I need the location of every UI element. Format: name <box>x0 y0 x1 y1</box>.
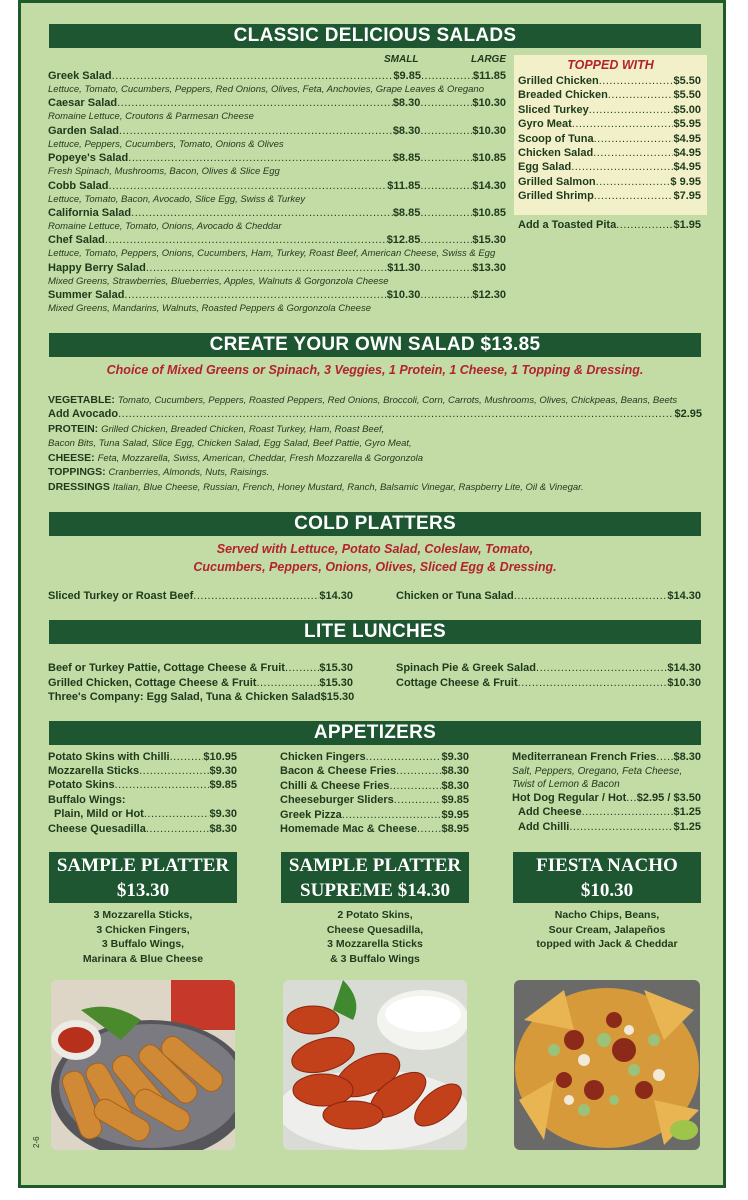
topping-price: $4.95 <box>673 132 701 145</box>
sample-platter-box <box>49 852 237 903</box>
topping-row <box>518 89 701 102</box>
salad-large-price: $13.30 <box>472 261 506 274</box>
salad-name: California Salad <box>48 207 132 219</box>
salad-small-price: $8.30 <box>392 97 421 110</box>
lite-item-name: Beef or Turkey Pattie, Cottage Cheese & Fruit <box>48 662 285 674</box>
platter-desc-line: Sour Cream, Jalapeños <box>548 923 666 936</box>
salad-name: Cobb Salad <box>48 179 109 192</box>
appetizer-row <box>280 823 469 836</box>
buffalo-wings-photo <box>283 980 467 1150</box>
mozzarella-sticks-photo <box>51 980 235 1150</box>
topping-name: Grilled Chicken <box>518 75 599 87</box>
salad-desc: Mixed Greens, Strawberries, Blueberries, Apples, Walnuts & Gorgonzola Cheese <box>48 275 389 287</box>
veg-line <box>48 394 677 406</box>
salad-name: Happy Berry Salad <box>48 261 146 274</box>
topping-price: $5.50 <box>673 89 701 102</box>
hotdog-name: Hot Dog Regular / Hot <box>512 792 627 804</box>
appetizer-row <box>280 751 469 764</box>
topping-name: Scoop of Tuna <box>518 132 594 145</box>
salad-large-price: $10.85 <box>472 207 506 219</box>
add-chilli-name: Add Chilli <box>518 821 570 833</box>
med-fries-desc-2: Twist of Lemon & Bacon <box>512 779 620 790</box>
toppings-label: TOPPINGS: <box>48 466 106 478</box>
pita-price: $1.95 <box>673 219 701 231</box>
platter-title: SAMPLE PLATTER <box>56 855 230 876</box>
lite-item <box>48 677 353 690</box>
salad-desc: Lettuce, Peppers, Cucumbers, Tomato, Onions & Olives <box>48 138 284 150</box>
appetizer-name: Bacon & Cheese Fries <box>280 765 397 778</box>
topping-name: Grilled Salmon <box>518 175 596 188</box>
appetizer-name: Potato Skins with Chilli <box>48 751 170 763</box>
salad-large-price: $11.85 <box>472 70 506 82</box>
salad-large-price: $12.30 <box>472 289 506 302</box>
platter-desc-line: 2 Potato Skins, <box>337 909 413 921</box>
sample-platter-desc <box>49 908 237 966</box>
appetizer-row <box>280 809 469 822</box>
topping-name: Egg Salad <box>518 161 572 174</box>
appetizer-row <box>280 780 469 793</box>
salad-name: Popeye's Salad <box>48 152 129 165</box>
salad-desc: Fresh Spinach, Mushrooms, Bacon, Olives & Slice Egg <box>48 166 280 178</box>
lite-lunches-banner: LITE LUNCHES <box>49 620 701 644</box>
salad-large-price: $10.30 <box>472 124 506 137</box>
salad-large-price: $10.85 <box>472 152 506 165</box>
salad-row <box>48 234 506 247</box>
veg-label: VEGETABLE: <box>48 394 115 406</box>
cold-item <box>48 590 353 603</box>
topping-price: $4.95 <box>673 161 701 174</box>
lite-item-price: $15.30 <box>319 662 353 674</box>
topping-row <box>518 147 701 160</box>
salad-small-price: $11.85 <box>387 179 421 192</box>
appetizer-name: Mozzarella Sticks <box>48 765 140 777</box>
salad-row <box>48 97 506 110</box>
appetizer-row <box>48 823 237 836</box>
cold-item-price: $14.30 <box>319 590 353 602</box>
lite-item-name: Grilled Chicken, Cottage Cheese & Fruit <box>48 677 257 689</box>
lite-item-price: $15.30 <box>320 691 355 703</box>
appetizer-price: $10.95 <box>203 751 237 763</box>
appetizer-name: Potato Skins <box>48 779 115 791</box>
cheese-line <box>48 452 423 464</box>
topped-with-title: TOPPED WITH <box>567 58 654 72</box>
salad-large-price: $10.30 <box>472 97 506 110</box>
topping-price: $7.95 <box>673 190 701 203</box>
dressings-line <box>48 481 584 493</box>
salad-desc: Mixed Greens, Mandarins, Walnuts, Roasted Peppers & Gorgonzola Cheese <box>48 303 371 315</box>
platter-price: $10.30 <box>580 880 634 901</box>
appetizer-name: Chilli & Cheese Fries <box>280 779 390 792</box>
appetizer-heading: Buffalo Wings: <box>48 794 126 806</box>
topping-row <box>518 161 701 174</box>
add-chilli-row <box>518 821 701 834</box>
appetizer-name: Plain, Mild or Hot <box>54 808 144 820</box>
topping-row <box>518 176 701 189</box>
topping-name: Chicken Salad <box>518 147 594 159</box>
lite-item-name: Three's Company: Egg Salad, Tuna & Chicken Salad <box>48 691 321 703</box>
menu-page <box>18 0 726 1188</box>
cold-item <box>396 590 701 603</box>
appetizer-name: Greek Pizza <box>280 808 342 821</box>
hotdog-price: $2.95 / $3.50 <box>636 792 701 804</box>
topping-name: Sliced Turkey <box>518 103 589 116</box>
dressings-label: DRESSINGS <box>48 481 110 493</box>
cold-subtitle-2: Cucumbers, Peppers, Onions, Olives, Sliced Egg & Dressing. <box>193 560 557 574</box>
topping-price: $4.95 <box>673 147 701 159</box>
platter-desc-line: topped with Jack & Cheddar <box>536 938 678 950</box>
salad-name: Garden Salad <box>48 124 119 137</box>
appetizer-row <box>54 808 237 821</box>
salad-name: Chef Salad <box>48 234 105 247</box>
pita-name: Add a Toasted Pita <box>518 219 617 231</box>
protein-line <box>48 423 384 435</box>
salad-name: Greek Salad <box>48 70 112 82</box>
salad-large-price: $14.30 <box>472 179 506 192</box>
veg-text: Tomato, Cucumbers, Peppers, Roasted Peppers, Red Onions, Broccoli, Corn, Carrots, Mushrooms, Olives, Chickpeas, Beans, Beets <box>117 395 678 406</box>
salad-name: Summer Salad <box>48 289 125 302</box>
page-code: 2-6 <box>32 1136 41 1148</box>
platter-title: SAMPLE PLATTER <box>288 855 462 876</box>
add-cheese-price: $1.25 <box>673 806 701 818</box>
platter-desc-line: 3 Chicken Fingers, <box>96 923 190 936</box>
sample-platter-supreme-box <box>281 852 469 903</box>
topping-price: $5.50 <box>673 75 701 87</box>
topping-name: Grilled Shrimp <box>518 190 594 203</box>
topping-price: $5.00 <box>673 103 701 116</box>
salad-row <box>48 125 506 138</box>
appetizer-row <box>280 794 469 807</box>
topping-row <box>518 118 701 131</box>
platter-desc-line: Nacho Chips, Beans, <box>554 909 660 921</box>
pita-row <box>518 219 701 232</box>
appetizer-price: $8.30 <box>441 765 469 778</box>
appetizer-price: $8.30 <box>441 779 469 792</box>
salad-desc: Romaine Lettuce, Tomato, Onions, Avocado & Cheddar <box>48 221 282 232</box>
topping-name: Gyro Meat <box>518 118 572 131</box>
appetizer-price: $9.30 <box>209 765 237 777</box>
add-cheese-row <box>518 806 701 819</box>
protein-label: PROTEIN: <box>48 423 99 435</box>
med-fries-price: $8.30 <box>673 751 701 763</box>
lite-item-name: Spinach Pie & Greek Salad <box>396 662 537 674</box>
appetizer-price: $9.95 <box>441 808 469 821</box>
salad-desc: Lettuce, Tomato, Peppers, Onions, Cucumbers, Ham, Turkey, Roast Beef, American Cheese, Swiss & Egg <box>48 248 496 260</box>
create-subtitle: Choice of Mixed Greens or Spinach, 3 Veggies, 1 Protein, 1 Cheese, 1 Topping & Dressing. <box>106 363 644 377</box>
salad-small-price: $10.30 <box>386 289 421 302</box>
salad-row <box>48 207 506 220</box>
salad-small-price: $8.85 <box>392 152 421 165</box>
med-fries-row <box>512 751 701 764</box>
hotdog-row <box>512 792 701 805</box>
salad-desc: Lettuce, Tomato, Cucumbers, Peppers, Red Onions, Olives, Feta, Anchovies, Grape Leaves & Oregano <box>48 84 484 95</box>
salad-desc: Lettuce, Tomato, Bacon, Avocado, Slice Egg, Swiss & Turkey <box>48 193 306 205</box>
appetizer-name: Homemade Mac & Cheese <box>280 823 417 835</box>
protein-text-1: Grilled Chicken, Breaded Chicken, Roast Turkey, Ham, Roast Beef, <box>101 424 385 435</box>
fiesta-nacho-desc <box>513 908 701 952</box>
large-header: LARGE <box>471 54 506 65</box>
salad-row <box>48 152 506 165</box>
cold-subtitle-1: Served with Lettuce, Potato Salad, Coleslaw, Tomato, <box>216 542 534 556</box>
appetizer-price: $9.85 <box>209 779 237 791</box>
small-header: SMALL <box>384 54 419 65</box>
appetizer-price: $9.30 <box>441 751 469 763</box>
topping-name: Breaded Chicken <box>518 89 608 102</box>
salad-large-price: $15.30 <box>472 234 506 247</box>
lite-item <box>48 662 353 675</box>
avocado-row <box>48 408 702 421</box>
sample-platter-supreme-desc <box>281 908 469 966</box>
salad-row <box>48 70 506 83</box>
appetizers-banner: APPETIZERS <box>49 721 701 745</box>
appetizer-row <box>48 779 237 792</box>
add-cheese-name: Add Cheese <box>518 806 582 818</box>
topping-row <box>518 75 701 88</box>
platter-desc-line: 3 Mozzarella Sticks, <box>93 909 193 921</box>
med-fries-desc-1: Salt, Peppers, Oregano, Feta Cheese, <box>512 766 683 777</box>
fiesta-nacho-photo <box>514 980 700 1150</box>
topping-row <box>518 133 701 146</box>
toppings-text: Cranberries, Almonds, Nuts, Raisings. <box>108 467 270 478</box>
salad-row <box>48 262 506 275</box>
platter-desc-line: 3 Buffalo Wings, <box>101 938 185 950</box>
lite-item <box>48 691 353 704</box>
avocado-price: $2.95 <box>674 408 702 420</box>
salad-small-price: $12.85 <box>386 234 421 247</box>
salad-desc: Romaine Lettuce, Croutons & Parmesan Cheese <box>48 111 254 123</box>
appetizer-row <box>280 765 469 778</box>
lite-item <box>396 662 701 675</box>
salad-small-price: $8.30 <box>392 124 421 137</box>
dressings-text: Italian, Blue Cheese, Russian, French, Honey Mustard, Ranch, Balsamic Vinegar, Raspberry Lite, Oil & Vinegar. <box>112 482 584 493</box>
topped-with-box <box>514 55 707 215</box>
lite-item <box>396 677 701 690</box>
platter-price: SUPREME $14.30 <box>300 880 450 901</box>
appetizer-price: $9.85 <box>441 794 469 807</box>
lite-item-price: $14.30 <box>667 662 701 674</box>
cold-item-price: $14.30 <box>667 590 701 602</box>
platter-price: $13.30 <box>116 880 170 901</box>
cold-item-name: Sliced Turkey or Roast Beef <box>48 590 194 602</box>
appetizer-name: Cheeseburger Sliders <box>280 794 394 807</box>
topping-price: $5.95 <box>673 118 701 131</box>
appetizer-row <box>48 751 237 764</box>
salad-small-price: $11.30 <box>387 261 421 274</box>
avocado-name: Add Avocado <box>48 408 119 420</box>
appetizer-price: $8.95 <box>441 823 469 835</box>
salad-small-price: $9.85 <box>393 70 421 82</box>
platter-desc-line: Cheese Quesadilla, <box>326 923 424 936</box>
salad-name: Caesar Salad <box>48 97 118 110</box>
topping-row <box>518 104 701 117</box>
appetizer-name: Chicken Fingers <box>280 751 366 763</box>
salad-row <box>48 180 506 193</box>
classic-salads-banner: CLASSIC DELICIOUS SALADS <box>49 24 701 48</box>
add-chilli-price: $1.25 <box>673 821 701 833</box>
platter-title: FIESTA NACHO <box>536 855 678 876</box>
salad-row <box>48 289 506 302</box>
create-salad-banner: CREATE YOUR OWN SALAD $13.85 <box>49 333 701 357</box>
med-fries-name: Mediterranean French Fries <box>512 751 657 763</box>
protein-text-2: Bacon Bits, Tuna Salad, Slice Egg, Chicken Salad, Egg Salad, Beef Pattie, Gyro Meat, <box>48 438 412 449</box>
appetizer-row <box>48 765 237 778</box>
topping-row <box>518 190 701 203</box>
appetizer-price: $9.30 <box>209 808 237 820</box>
salad-small-price: $8.85 <box>392 207 421 219</box>
platter-desc-line: & 3 Buffalo Wings <box>330 952 420 965</box>
platter-desc-line: 3 Mozzarella Sticks <box>327 938 423 950</box>
appetizer-price: $8.30 <box>209 823 237 835</box>
appetizer-name: Cheese Quesadilla <box>48 823 146 835</box>
lite-item-price: $10.30 <box>667 677 701 689</box>
topping-price: $ 9.95 <box>670 175 701 188</box>
fiesta-nacho-box <box>513 852 701 903</box>
cold-item-name: Chicken or Tuna Salad <box>396 590 514 602</box>
cheese-text: Feta, Mozzarella, Swiss, American, Cheddar, Fresh Mozzarella & Gorgonzola <box>97 453 424 464</box>
toppings-line <box>48 466 269 478</box>
platter-desc-line: Marinara & Blue Cheese <box>82 952 204 965</box>
lite-item-name: Cottage Cheese & Fruit <box>396 677 518 689</box>
cheese-label: CHEESE: <box>48 452 95 464</box>
lite-item-price: $15.30 <box>319 677 353 689</box>
cold-platters-banner: COLD PLATTERS <box>49 512 701 536</box>
